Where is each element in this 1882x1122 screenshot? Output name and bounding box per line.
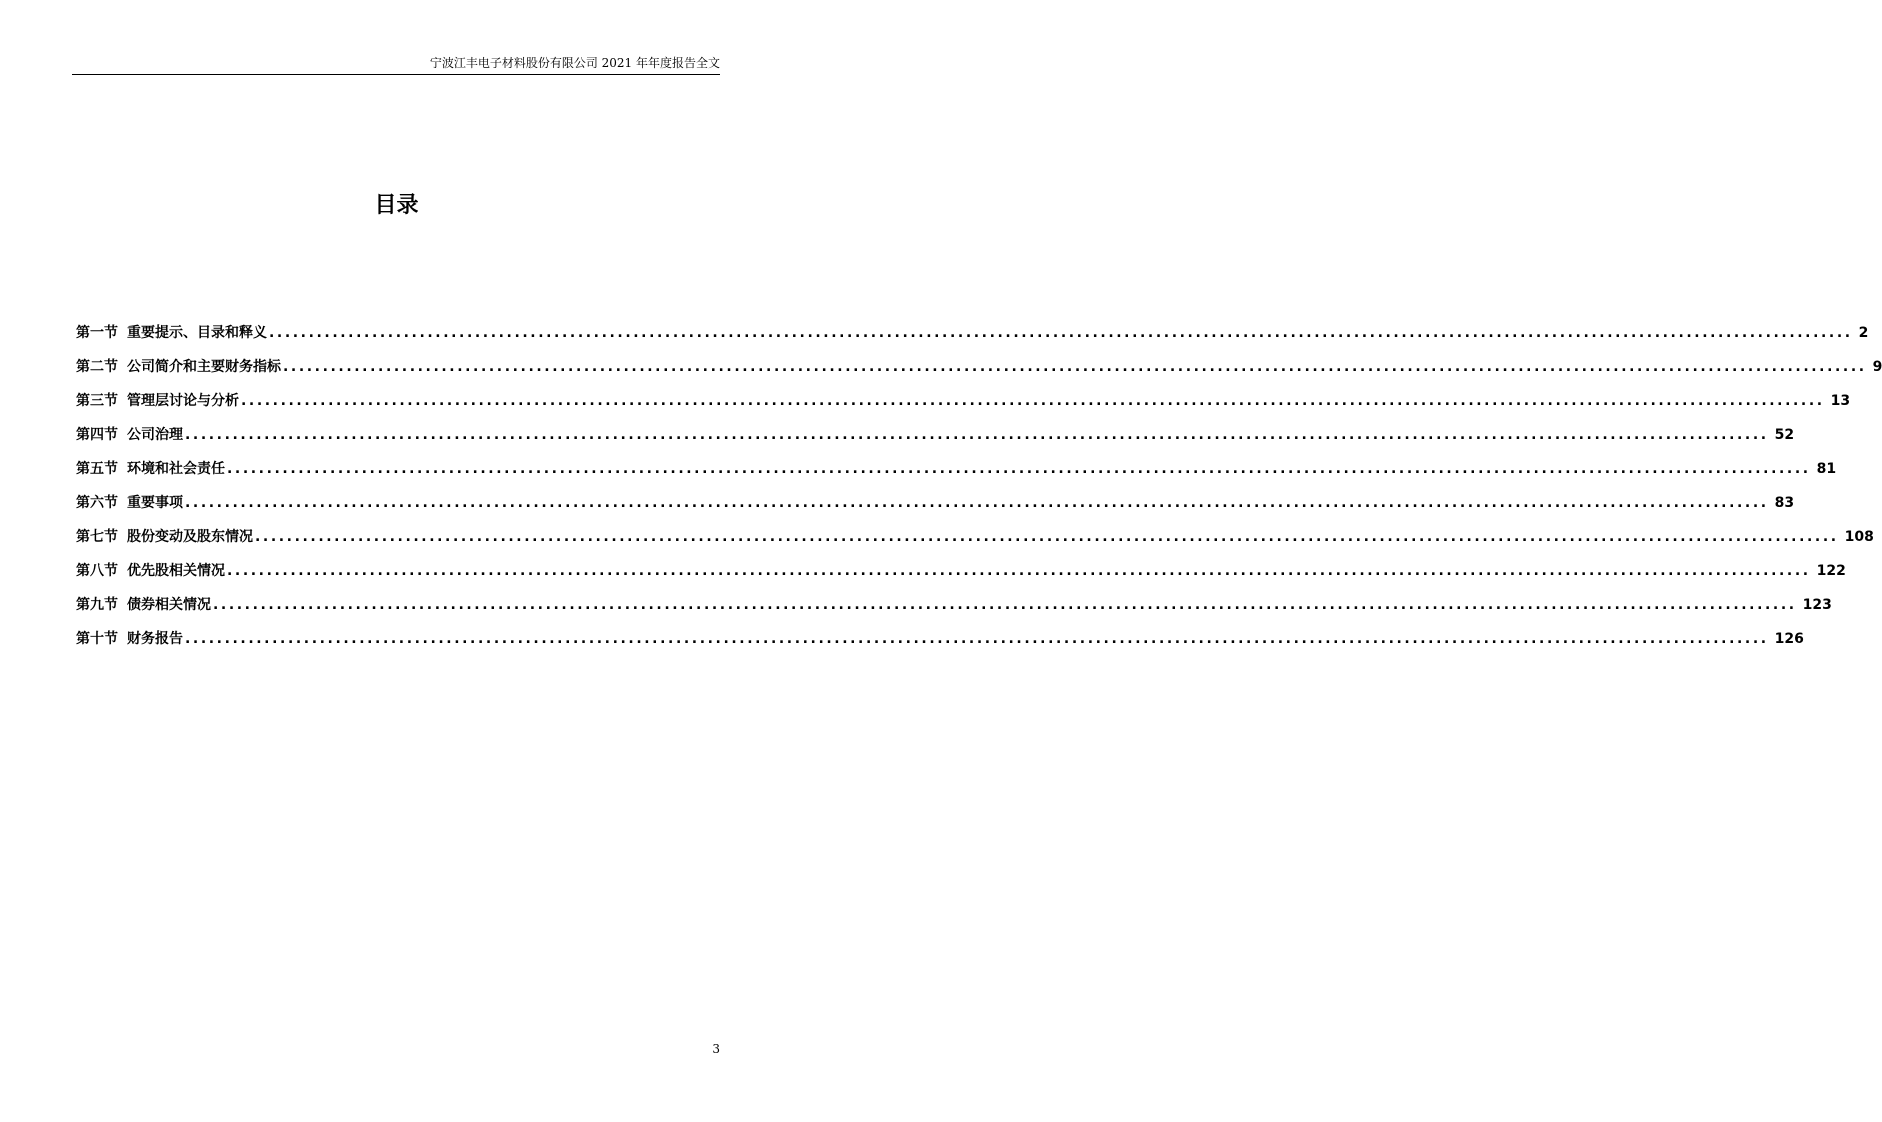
toc-section-title: 债券相关情况 (127, 597, 211, 613)
toc-section-title: 重要事项 (127, 495, 183, 511)
toc-section-number: 第四节 (76, 427, 118, 443)
toc-leader-dots: ........................................................................................................................................................................................................ (227, 461, 1811, 477)
toc-section-number: 第十节 (76, 631, 118, 647)
toc-entry[interactable] (76, 628, 1804, 662)
toc-leader-dots: ........................................................................................................................................................................................................ (185, 631, 1769, 647)
toc-entry[interactable] (76, 492, 1795, 526)
toc-entry[interactable] (76, 458, 1837, 492)
toc-leader-dots: ........................................................................................................................................................................................................ (269, 325, 1853, 341)
toc-leader-dots: ........................................................................................................................................................................................................ (185, 495, 1769, 511)
toc-leader-dots: ........................................................................................................................................................................................................ (185, 427, 1769, 443)
toc-section-number: 第二节 (76, 359, 118, 375)
toc-section-number: 第六节 (76, 495, 118, 511)
toc-entry[interactable] (76, 390, 1851, 424)
toc-section-title: 环境和社会责任 (127, 461, 225, 477)
toc-entry[interactable] (76, 526, 1874, 560)
toc-page-number: 9 (1872, 359, 1882, 375)
toc-section-number: 第五节 (76, 461, 118, 477)
toc-leader-dots: ........................................................................................................................................................................................................ (241, 393, 1825, 409)
toc-page-number: 81 (1816, 461, 1837, 477)
toc-entry[interactable] (76, 322, 1869, 356)
toc-page-number: 123 (1802, 597, 1832, 613)
toc-entry[interactable] (76, 424, 1795, 458)
toc-page-number: 122 (1816, 563, 1846, 579)
toc-page-number: 13 (1830, 393, 1851, 409)
toc-page-number: 108 (1844, 529, 1874, 545)
page-number: 3 (712, 1042, 720, 1056)
toc-section-title: 管理层讨论与分析 (127, 393, 239, 409)
header-rule (72, 74, 720, 75)
table-of-contents (76, 322, 1882, 662)
toc-leader-dots: ........................................................................................................................................................................................................ (213, 597, 1797, 613)
page-title: 目录 (374, 193, 419, 218)
toc-page-number: 126 (1774, 631, 1804, 647)
toc-leader-dots: ........................................................................................................................................................................................................ (255, 529, 1839, 545)
running-header: 宁波江丰电子材料股份有限公司 2021 年年度报告全文 (429, 56, 720, 70)
toc-section-number: 第七节 (76, 529, 118, 545)
toc-section-title: 股份变动及股东情况 (127, 529, 253, 545)
toc-section-title: 财务报告 (127, 631, 183, 647)
toc-section-number: 第一节 (76, 325, 118, 341)
toc-section-number: 第九节 (76, 597, 118, 613)
toc-entry[interactable] (76, 594, 1832, 628)
toc-section-title: 重要提示、目录和释义 (127, 325, 267, 341)
toc-page-number: 52 (1774, 427, 1795, 443)
toc-entry[interactable] (76, 560, 1846, 594)
toc-leader-dots: ........................................................................................................................................................................................................ (283, 359, 1867, 375)
toc-section-number: 第三节 (76, 393, 118, 409)
toc-entry[interactable] (76, 356, 1882, 390)
toc-section-title: 公司简介和主要财务指标 (127, 359, 281, 375)
toc-section-title: 优先股相关情况 (127, 563, 225, 579)
toc-page-number: 2 (1858, 325, 1869, 341)
toc-section-number: 第八节 (76, 563, 118, 579)
toc-page-number: 83 (1774, 495, 1795, 511)
toc-leader-dots: ........................................................................................................................................................................................................ (227, 563, 1811, 579)
toc-section-title: 公司治理 (127, 427, 183, 443)
